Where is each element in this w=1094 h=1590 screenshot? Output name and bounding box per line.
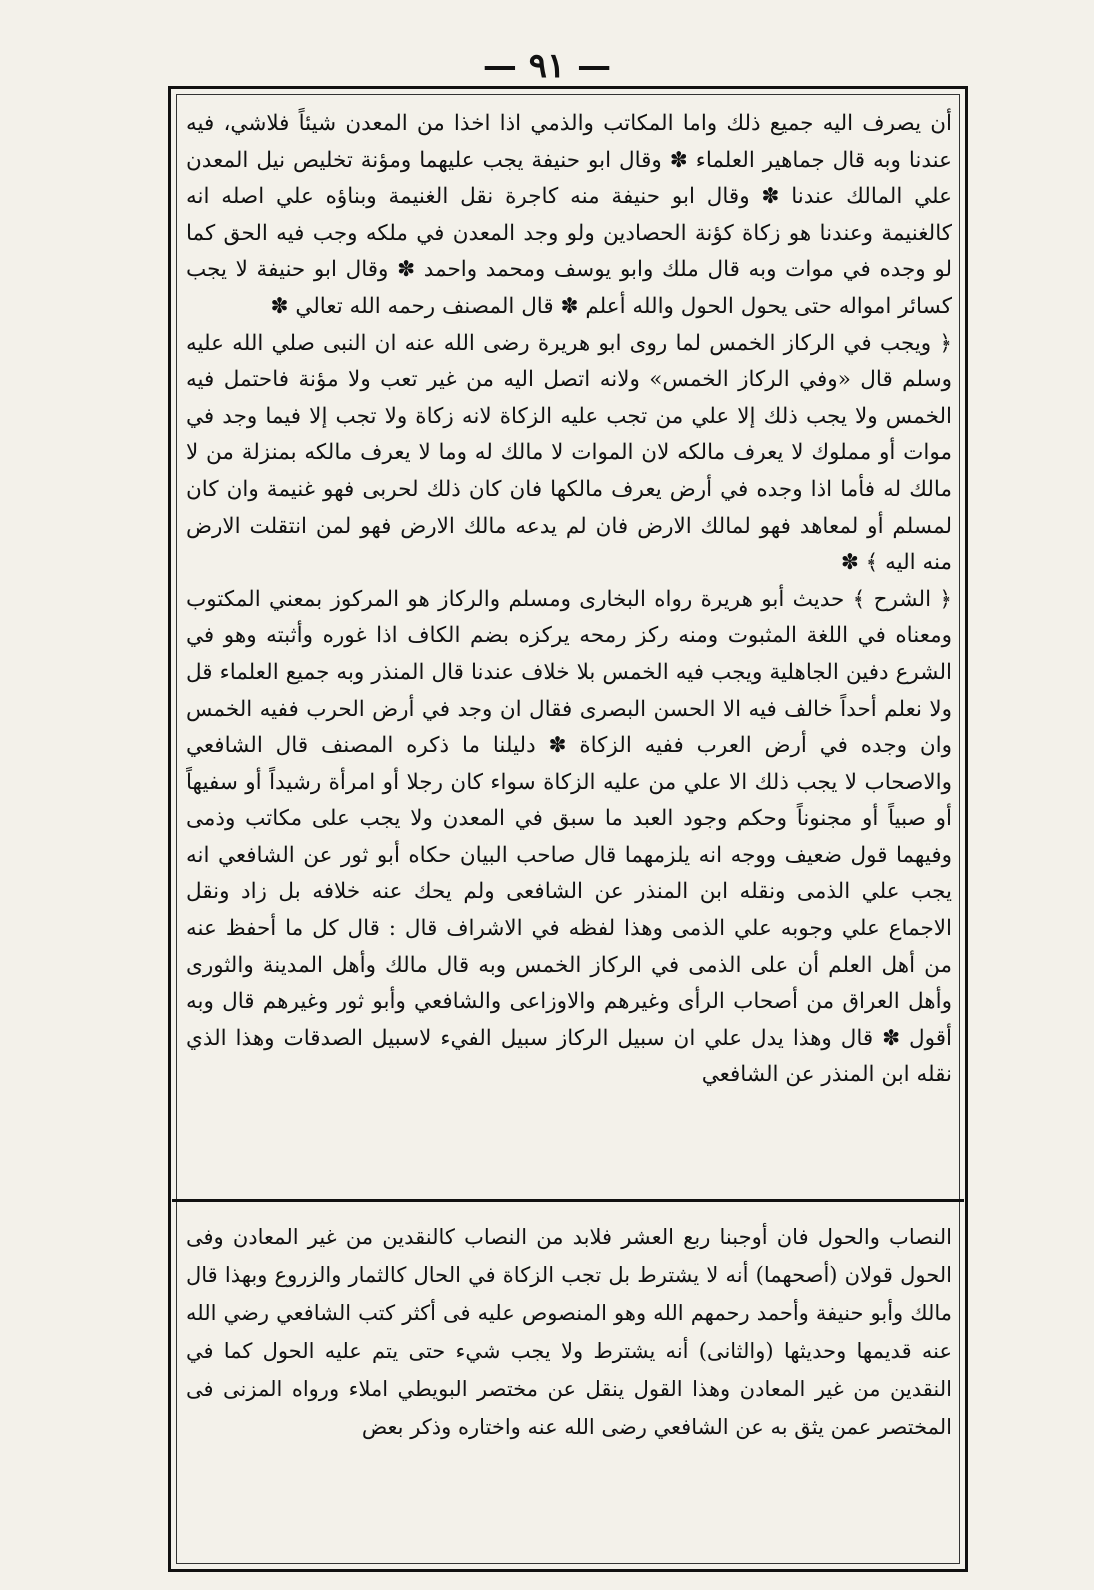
footnote-text [186, 1218, 952, 1560]
footnote-divider [172, 1199, 964, 1202]
main-paragraph: ﴿ ويجب في الركاز الخمس لما روى ابو هريرة رضى الله عنه ان النبى صلي الله عليه وسلم قال «وفي الركاز الخمس» ولانه اتصل اليه من غير تعب ولا مؤنة فاحتمل فيه الخمس ولا يجب ذلك إلا علي من تجب عليه الزكاة لانه زكاة ولا تجب إلا فيما وجد في موات أو مملوك لا يعرف مالكه لان الموات لا مالك له وما لا يعرف مالكه بمنزلة من لا مالك له فأما اذا وجده في أرض يعرف مالكها فان كان ذلك لحربى فهو غنيمة وان كان لمسلم أو لمعاهد فهو لمالك الارض فان لم يدعه مالك الارض فهو لمن انتقلت الارض منه اليه ﴾ ✽ [186, 330, 952, 576]
main-paragraph: أن يصرف اليه جميع ذلك واما المكاتب والذمي اذا اخذا من المعدن شيئاً فلاشي، فيه عندنا وبه قال جماهير العلماء ✽ وقال ابو حنيفة يجب عليهما ومؤنة تخليص نيل المعدن علي المالك عندنا ✽ وقال ابو حنيفة منه كاجرة نقل الغنيمة وبناؤه علي اصله انه كالغنيمة وعندنا هو زكاة كؤنة الحصادين ولو وجد المعدن في ملكه وجب فيه الحق كما لو وجده في موات وبه قال ملك وابو يوسف ومحمد واحمد ✽ وقال ابو حنيفة لا يجب كسائر امواله حتى يحول الحول والله أعلم ✽ قال المصنف رحمه الله تعالي ✽ [186, 111, 952, 319]
main-paragraph: ﴿ الشرح ﴾ حديث أبو هريرة رواه البخارى ومسلم والركاز هو المركوز بمعني المكتوب ومعناه في اللغة المثبوت ومنه ركز رمحه يركزه بضم الكاف اذا غوره وأثبته وهو في الشرع دفين الجاهلية ويجب فيه الخمس بلا خلاف عندنا قال المنذر وبه جميع العلماء قل ولا نعلم أحداً خالف فيه الا الحسن البصرى فقال ان وجد في أرض الحرب ففيه الخمس وان وجده في أرض العرب ففيه الزكاة ✽ دليلنا ما ذكره المصنف قال الشافعي والاصحاب لا يجب ذلك الا علي من عليه الزكاة سواء كان رجلا أو امرأة رشيداً أو سفيهاً أو صبياً أو مجنوناً وحكم وجود العبد ما سبق في المعدن ولا يجب على مكاتب وذمى وفيهما قول ضعيف ووجه انه يلزمهما قال صاحب البيان حكاه أبو ثور عن الشافعي انه يجب علي الذمى ونقله ابن المنذر عن الشافعى ولم يحك عنه خلافه بل زاد ونقل الاجماع علي وجوبه علي الذمى وهذا لفظه في الاشراف قال : قال كل ما أحفظ عنه من أهل العلم أن على الذمى في الركاز الخمس وبه قال مالك وأهل المدينة والثورى وأهل العراق من أصحاب الرأى وغيرهم والاوزاعى والشافعي وأبو ثور وغيرهم قال وبه أقول ✽ قال وهذا يدل علي ان سبيل الركاز سبيل الفيء لاسبيل الصدقات وهذا الذي نقله ابن المنذر عن الشافعي [186, 586, 952, 1088]
footnote-paragraph: النصاب والحول فان أوجبنا ربع العشر فلابد من النصاب كالنقدين من غير المعادن وفى الحول قولان (أصحهما) أنه لا يشترط بل تجب الزكاة في الحال كالثمار والزروع وبهذا قال مالك وأبو حنيفة وأحمد رحمهم الله وهو المنصوص عليه فى أكثر كتب الشافعي رضي الله عنه قديمها وحديثها (والثانى) أنه يشترط ولا يجب شيء حتى يتم عليه الحول كما في النقدين من غير المعادن وهذا القول ينقل عن مختصر البويطي املاء ورواه المزنى فى المختصر عمن يثق به عن الشافعي رضى الله عنه واختاره وذكر بعض [186, 1225, 952, 1439]
page-number: — ٩١ — [482, 46, 612, 86]
main-text-body [186, 106, 952, 1196]
